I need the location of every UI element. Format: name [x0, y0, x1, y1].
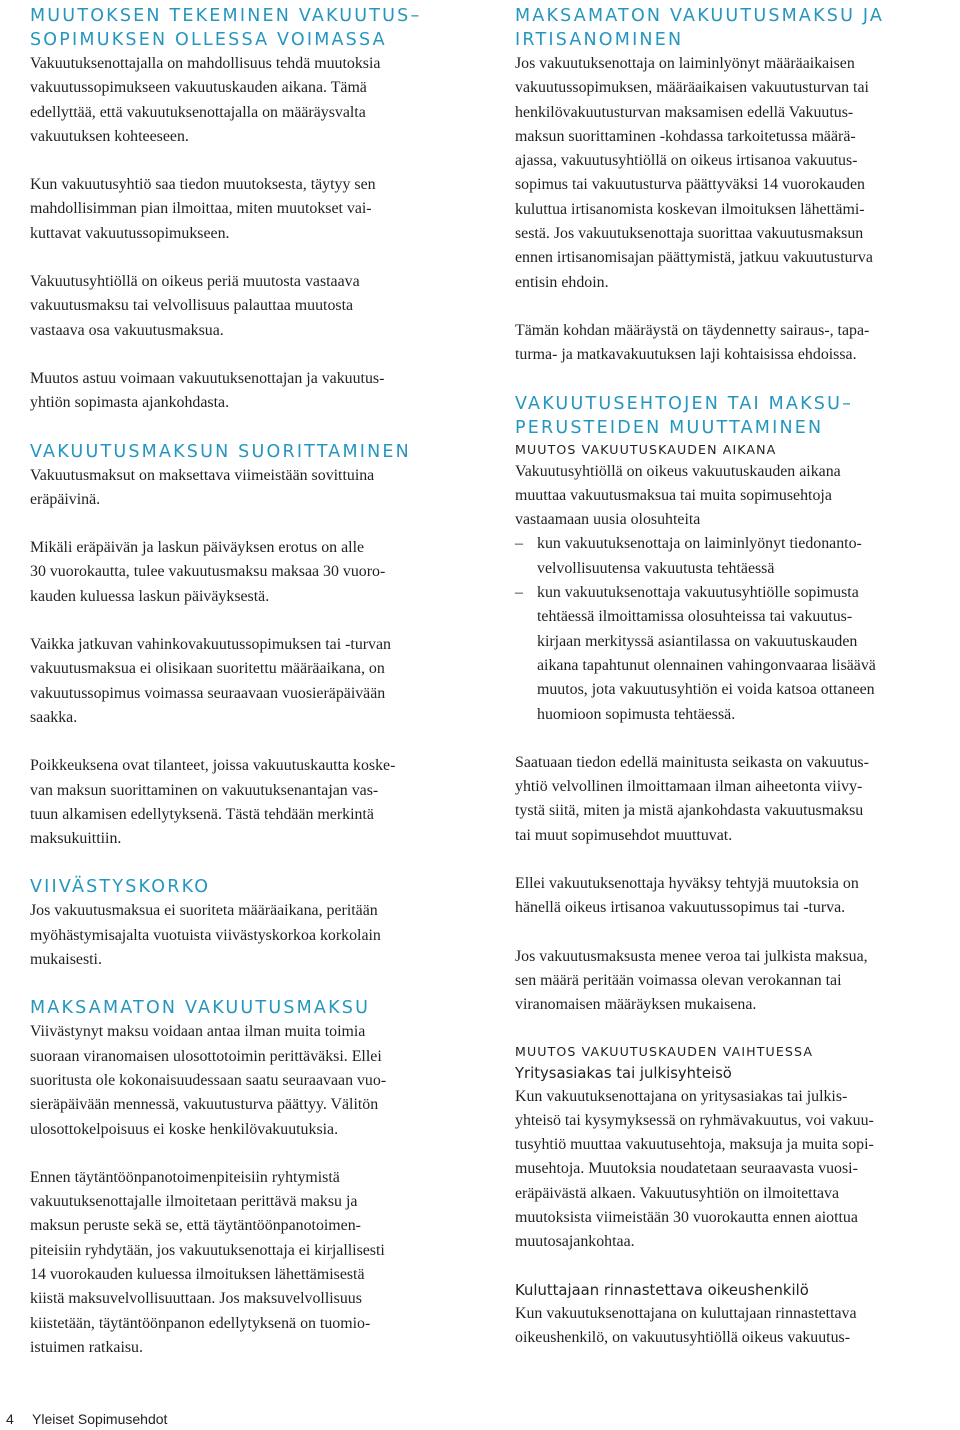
text-line: Saatuaan tiedon edellä mainitusta seikasta on vakuutus-	[515, 753, 869, 771]
text-line: maksun peruste sekä se, että täytäntöönpanotoimen-	[30, 1217, 361, 1235]
subsection-title: MUUTOS VAKUUTUSKAUDEN VAIHTUESSA	[515, 1043, 814, 1059]
text-line: Vakuutusyhtiöllä on oikeus periä muutosta vastaava	[30, 273, 360, 291]
text-line: kiistetään, täytäntöönpanon edellytyksenä on tuomio-	[30, 1314, 371, 1332]
text-line: kuttavat vakuutussopimukseen.	[30, 224, 230, 242]
text-line: yhtiön sopimasta ajankohdasta.	[30, 394, 230, 412]
subsection-subtitle: Yritysasiakas tai julkisyhteisö	[515, 1064, 732, 1082]
text-line: vastaava osa vakuutusmaksua.	[30, 321, 224, 339]
text-line: 14 vuorokauden kuluessa ilmoituksen lähettämisestä	[30, 1265, 365, 1283]
text-line: piteisiin ryhdytään, jos vakuutuksenottaja ei kirjallisesti	[30, 1241, 385, 1259]
text-line: kuluttua irtisanomista koskevan ilmoituksen lähettämi-	[515, 200, 865, 218]
section-title	[30, 440, 470, 464]
paragraph	[30, 899, 470, 972]
text-line: MAKSAMATON VAKUUTUSMAKSU JA	[515, 6, 885, 26]
paragraph	[30, 536, 470, 609]
text-line: kun vakuutuksenottaja on laiminlyönyt tiedonanto-	[537, 535, 862, 553]
text-line: van maksun suorittaminen on vakuutuksenantajan vas-	[30, 781, 379, 799]
text-line: VAKUUTUSEHTOJEN TAI MAKSU–	[515, 393, 854, 414]
text-line: mahdollisimman pian ilmoittaa, miten muutokset vai-	[30, 200, 372, 218]
text-line: Kun vakuutuksenottajana on kuluttajaan rinnastettava	[515, 1304, 857, 1322]
text-line: tai muut sopimusehdot muuttuvat.	[515, 826, 733, 844]
text-line: oikeushenkilö, on vakuutusyhtiöllä oikeus vakuutus-	[515, 1328, 850, 1346]
paragraph	[30, 173, 470, 246]
dash-marker: –	[515, 535, 523, 553]
text-line: tuun alkamisen edellytyksenä. Tästä tehdään merkintä	[30, 805, 374, 823]
text-line: edellyttää, että vakuutuksenottajalla on määräysvalta	[30, 103, 366, 121]
text-line: huomioon sopimusta tehtäessä.	[537, 705, 736, 723]
text-line: Muutos astuu voimaan vakuutuksenottajan ja vakuutus-	[30, 369, 385, 387]
section-title	[30, 996, 470, 1020]
text-line: maksukuittiin.	[30, 830, 122, 848]
dash-marker: –	[515, 584, 523, 602]
text-line: maksun suorittaminen -kohdassa tarkoitetussa määrä-	[515, 127, 856, 145]
paragraph	[30, 633, 470, 730]
text-line: tusyhtiö muuttaa vakuutusehtoja, maksuja ja muita sopi-	[515, 1136, 874, 1154]
text-line: turma- ja matkavakuutuksen laji kohtaisissa ehdoissa.	[515, 346, 857, 364]
text-line: kauden kuluessa laskun päiväyksestä.	[30, 587, 270, 605]
text-line: Poikkeuksena ovat tilanteet, joissa vakuutuskautta koske-	[30, 757, 396, 775]
text-line: sieräpäivään mennessä, vakuutusturva päättyy. Välitön	[30, 1096, 379, 1114]
paragraph	[30, 754, 470, 851]
text-line: ulosottokelpoisuus ei koske henkilövakuutuksia.	[30, 1120, 339, 1138]
text-line: sopimus tai vakuutusturva päättyväksi 14 vuorokauden	[515, 176, 865, 194]
text-line: muutos, jota vakuutusyhtiön ei voida katsoa ottaneen	[537, 681, 875, 699]
right-column	[515, 4, 957, 1350]
subsection-subtitle: Kuluttajaan rinnastettava oikeushenkilö	[515, 1281, 809, 1299]
dash-list-item	[515, 532, 957, 581]
text-line: Tämän kohdan määräystä on täydennetty sairaus-, tapa-	[515, 321, 870, 339]
text-line: eräpäivästä alkaen. Vakuutusyhtiön on ilmoitettava	[515, 1184, 840, 1202]
text-line: suoraan viranomaisen ulosottotoimin perittäväksi. Ellei	[30, 1047, 382, 1065]
text-line: myöhästymisajalta vuotuista viivästyskorkoa korkolain	[30, 926, 381, 944]
list-item-text	[537, 581, 957, 727]
page-number: 4	[6, 1411, 14, 1427]
text-line: Vakuutuksenottajalla on mahdollisuus tehdä muutoksia	[30, 55, 381, 72]
text-line: mukaisesti.	[30, 951, 102, 969]
dash-list-item	[515, 581, 957, 727]
paragraph	[515, 52, 957, 295]
paragraph	[515, 945, 957, 1018]
paragraph	[30, 52, 470, 149]
text-line: muuttaa vakuutusmaksua tai muita sopimusehtoja	[515, 486, 832, 504]
text-line: velvollisuutensa vakuutusta tehtäessä	[537, 559, 775, 577]
text-line: viranomaisen määräyksen mukaisena.	[515, 996, 757, 1014]
text-line: vakuutussopimukseen vakuutuskauden aikana. Tämä	[30, 79, 367, 97]
text-line: tehtäessä ilmoittamissa olosuhteissa tai vakuutus-	[537, 608, 853, 626]
text-line: eräpäivinä.	[30, 490, 101, 508]
paragraph	[30, 1020, 470, 1141]
text-line: muutoksista viimeistään 30 vuorokautta ennen aiottua	[515, 1208, 858, 1226]
text-line: yhtiö velvollinen ilmoittamaan ilman aiheetonta viivy-	[515, 778, 863, 796]
paragraph	[515, 872, 957, 921]
paragraph	[515, 319, 957, 368]
text-line: entisin ehdoin.	[515, 273, 609, 291]
text-line: kun vakuutuksenottaja vakuutusyhtiölle sopimusta	[537, 584, 859, 602]
section-title	[30, 4, 470, 52]
text-line: Mikäli eräpäivän ja laskun päiväyksen erotus on alle	[30, 539, 365, 557]
paragraph	[30, 1166, 470, 1360]
text-line: Kun vakuutusyhtiö saa tiedon muutoksesta, täytyy sen	[30, 176, 376, 194]
text-line: Jos vakuutuksenottaja on laiminlyönyt määräaikaisen	[515, 55, 855, 72]
left-column	[30, 4, 470, 1360]
page-footer	[6, 1411, 167, 1427]
text-line: henkilövakuutusturvan maksamisen edellä Vakuutus-	[515, 103, 854, 121]
text-line: Jos vakuutusmaksua ei suoriteta määräaikana, peritään	[30, 902, 378, 920]
text-line: muutosajankohtaa.	[515, 1233, 635, 1251]
text-line: hänellä oikeus irtisanoa vakuutussopimus tai -turva.	[515, 899, 846, 917]
paragraph	[515, 751, 957, 848]
text-line: VAKUUTUSMAKSUN SUORITTAMINEN	[30, 441, 411, 462]
text-line: Ellei vakuutuksenottaja hyväksy tehtyjä muutoksia on	[515, 875, 859, 893]
text-line: vakuutusmaksu tai velvollisuus palauttaa muutosta	[30, 297, 354, 315]
text-line: ennen irtisanomisajan päättymistä, jatkuu vakuutusturva	[515, 249, 873, 267]
text-line: PERUSTEIDEN MUUTTAMINEN	[515, 417, 824, 438]
document-title: Yleiset Sopimusehdot	[32, 1411, 168, 1427]
text-line: MUUTOKSEN TEKEMINEN VAKUUTUS–	[30, 6, 422, 26]
subsection-title: MUUTOS VAKUUTUSKAUDEN AIKANA	[515, 441, 777, 457]
text-line: Vakuutusmaksut on maksettava viimeistään sovittuina	[30, 466, 375, 484]
text-line: ajassa, vakuutusyhtiöllä on oikeus irtisanoa vakuutus-	[515, 152, 858, 170]
paragraph	[30, 367, 470, 416]
text-line: suoritusta ole kokonaisuudessaan saatu seuraavaan vuo-	[30, 1071, 387, 1089]
text-line: Vakuutusyhtiöllä on oikeus vakuutuskauden aikana	[515, 462, 841, 480]
paragraph	[515, 460, 957, 533]
text-line: Viivästynyt maksu voidaan antaa ilman muita toimia	[30, 1023, 366, 1041]
text-line: vastaamaan uusia olosuhteita	[515, 511, 701, 529]
text-line: IRTISANOMINEN	[515, 30, 684, 50]
text-line: vakuutussopimus voimassa seuraavaan vuosieräpäivään	[30, 684, 386, 702]
text-line: yhteisö tai kysymyksessä on ryhmävakuutus, voi vakuu-	[515, 1111, 874, 1129]
text-line: 30 vuorokautta, tulee vakuutusmaksu maksaa 30 vuoro-	[30, 563, 386, 581]
section-title	[515, 4, 957, 52]
paragraph	[30, 270, 470, 343]
text-line: Ennen täytäntöönpanotoimenpiteisiin ryhtymistä	[30, 1168, 340, 1186]
text-line: vakuutuksen kohteeseen.	[30, 127, 189, 145]
text-line: vakuutussopimuksen, määräaikaisen vakuutusturvan tai	[515, 79, 869, 97]
list-item-text	[537, 532, 957, 581]
text-line: aikana tapahtunut olennainen vahingonvaaraa lisäävä	[537, 656, 876, 674]
paragraph	[515, 1085, 957, 1255]
text-line: kirjaan merkityssä asiantilassa on vakuutuskauden	[537, 632, 858, 650]
text-line: Jos vakuutusmaksusta menee veroa tai julkista maksua,	[515, 947, 868, 965]
text-line: Vaikka jatkuvan vahinkovakuutussopimuksen tai -turvan	[30, 636, 391, 654]
text-line: sestä. Jos vakuutuksenottaja suorittaa vakuutusmaksun	[515, 225, 864, 243]
section-title	[515, 392, 957, 440]
paragraph	[515, 1302, 957, 1351]
text-line: vakuutuksenottajalle ilmoitetaan perittävä maksu ja	[30, 1193, 358, 1211]
text-line: istuimen ratkaisu.	[30, 1338, 143, 1356]
text-line: kiistä maksuvelvollisuuttaan. Jos maksuvelvollisuus	[30, 1290, 362, 1308]
section-title	[30, 875, 470, 899]
paragraph	[30, 464, 470, 513]
text-line: saakka.	[30, 708, 78, 726]
text-line: sen määrä peritään voimassa olevan verokannan tai	[515, 971, 842, 989]
text-line: vakuutusmaksua ei olisikaan suoritettu määräaikana, on	[30, 660, 385, 678]
text-line: SOPIMUKSEN OLLESSA VOIMASSA	[30, 30, 387, 50]
text-line: tystä siitä, miten ja mistä ajankohdasta vakuutusmaksu	[515, 802, 864, 820]
text-line: VIIVÄSTYSKORKO	[30, 877, 211, 898]
text-line: MAKSAMATON VAKUUTUSMAKSU	[30, 998, 371, 1019]
text-line: Kun vakuutuksenottajana on yritysasiakas tai julkis-	[515, 1087, 848, 1105]
text-line: musehtoja. Muutoksia noudatetaan seuraavasta vuosi-	[515, 1160, 858, 1178]
